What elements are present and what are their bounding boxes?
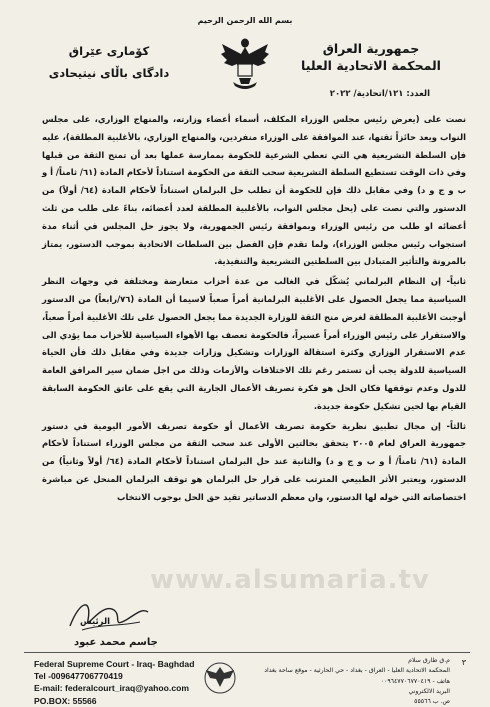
footer-court-name: Federal Supreme Court - Iraq- Baghdad [34,659,195,669]
watermark: www.alsumaria.tv [150,565,430,595]
reference-number: العدد: ١٢١/اتحادية/ ٢٠٢٢ [329,89,430,99]
signatory-title: الرئيس [80,617,111,627]
country-name-kurdish: كۆماری عێراق [68,44,150,58]
footer-pobox-ar: ص. ب ٥٥٥٦٦ [414,698,450,706]
header-right [296,40,446,74]
header-left [34,40,184,84]
footer-divider [24,652,470,653]
footer-phone-ar: هاتف - ٠٠٩٦٤٧٧٠٦٧٧٠٤١٩ [380,677,450,685]
footer-pobox: PO.BOX: 55566 [34,695,97,706]
paragraph-1: نصت على (يعرض رئيس مجلس الوزراء المكلف، أسماء أعضاء وزارته، والمنهاج الوزاري، على مجلس النواب ويعد حائزاً ثقتها، عند الموافقة على الوزراء منفردين، والمنهاج الوزاري، بالأغلبية المطلقة)، عليه فإن السلطة التشريعية هي التي تعطي الشرعية للحكومة بممارسة عملها بعد أن تمنح الثقة من قبلها وفي ذات الوقت تستطيع السلطة التشريعية سحب الثقة من الحكومة استناداً لأحكام المادة (٦١/ ثامناً/ أ و ب و ج و د) وفي مقابل ذلك فإن للحكومة أن تطلب حل البرلمان استناداً لأحكام المادة (٦٤/ أولاً) من الدستور والتي نصت على (يحل مجلس النواب، بالأغلبية المطلقة لعدد أعضائه، بناءً على طلب من ثلث أعضائه او طلب من رئيس الوزراء وبموافقة رئيس الجمهورية، ولا يجوز حل المجلس في أثناء مدة استجواب رئيس مجلس الوزراء)، ولما تقدم فإن الفصل بين السلطات الاتحادية بموجب الدستور، يمتاز بالمرونة والتأثير المتبادل بين السلطتين التشريعية والتنفيذية. [42,114,467,267]
paragraph-3: ثالثاً- إن مجال تطبيق نظرية حكومة تصريف الأعمال أو حكومة تصريف الأمور اليومية في دستور جمهورية العراق لعام ٢٠٠٥ يتحقق بحالتين الأولى عند سحب الثقة من مجلس الوزراء استناداً لأحكام المادة (٦١/ ثامناً/ أ و ب و ج و د) والثانية عند حل البرلمان استناداً لأحكام المادة (٦٤/ أولاً وثانياً) من الدستور، ويعتبر الأثر الطبيعي المترتب على قرار حل البرلمان هو توقف البرلمان المنحل عن مباشرة اختصاصاته التي خوله لها الدستور، وان معظم الدساتير تقيد حق الحل بوجوب الانتخاب [42,420,467,502]
eagle-emblem-icon [219,34,271,90]
court-logo-icon [196,659,244,697]
footer-email: E-mail: federalcourt_iraq@yahoo.com [34,683,189,694]
page-number: ٣ [461,658,466,667]
footer-note: م.ق طارق سلام [408,657,450,664]
footer-email-ar: البريد الالكتروني [408,687,450,695]
country-name: جمهورية العراق [322,41,420,56]
basmala: بسم الله الرحمن الرحيم [197,16,293,25]
handwritten-signature-icon [62,590,152,638]
footer-address: المحكمة الاتحادية العليا - العراق - بغداد - حي الحارثية - موقع ساحة بغداد [264,667,450,675]
paragraph-2: ثانياً- إن النظام البرلماني يُشكّل في الغالب من عدة أحزاب متعارضة ومختلفة في وجهات النظر السياسية مما يجعل الحصول على الأغلبية البرلمانية أمراً صعباً لاسيما أن المادة (٧٦/رابعاً) من الدستور أوجبت الأغلبية المطلقة لغرض منح الثقة للوزارة الجديدة مما يجعل الحصول على تلك الأغلبية أمراً صعباً، والاستقرار على رئيس الوزراء أمراً عسيراً، فالحكومة تعصف بها الأهواء السياسية للأحزاب مما يؤدي الى عدم الاستقرار الوزاري وكثرة استقالة الوزارات وتشكيل وزارات جديدة وفي مقابل ذلك فأن الحياة السياسية للدولة يجب أن تستمر رغم تلك الاختلافات والأزمات وذلك من اجل ضمان سير المرافق العامة للدول وعدم توقفها فكان الحل هو فكرة تصريف الأعمال الجارية التي يقع على عاتق الحكومة السابقة القيام بها لحين تشكيل حكومة جديدة. [42,276,466,411]
court-name-kurdish: دادگای باڵای نیتیحادی [48,66,170,80]
court-name: المحكمة الاتحادية العليا [301,58,441,73]
signatory-name: جاسم محمد عبود [74,637,158,648]
footer-arabic [250,656,450,707]
document-body [42,111,466,509]
footer-phone: Tel -009647706770419 [34,671,123,682]
